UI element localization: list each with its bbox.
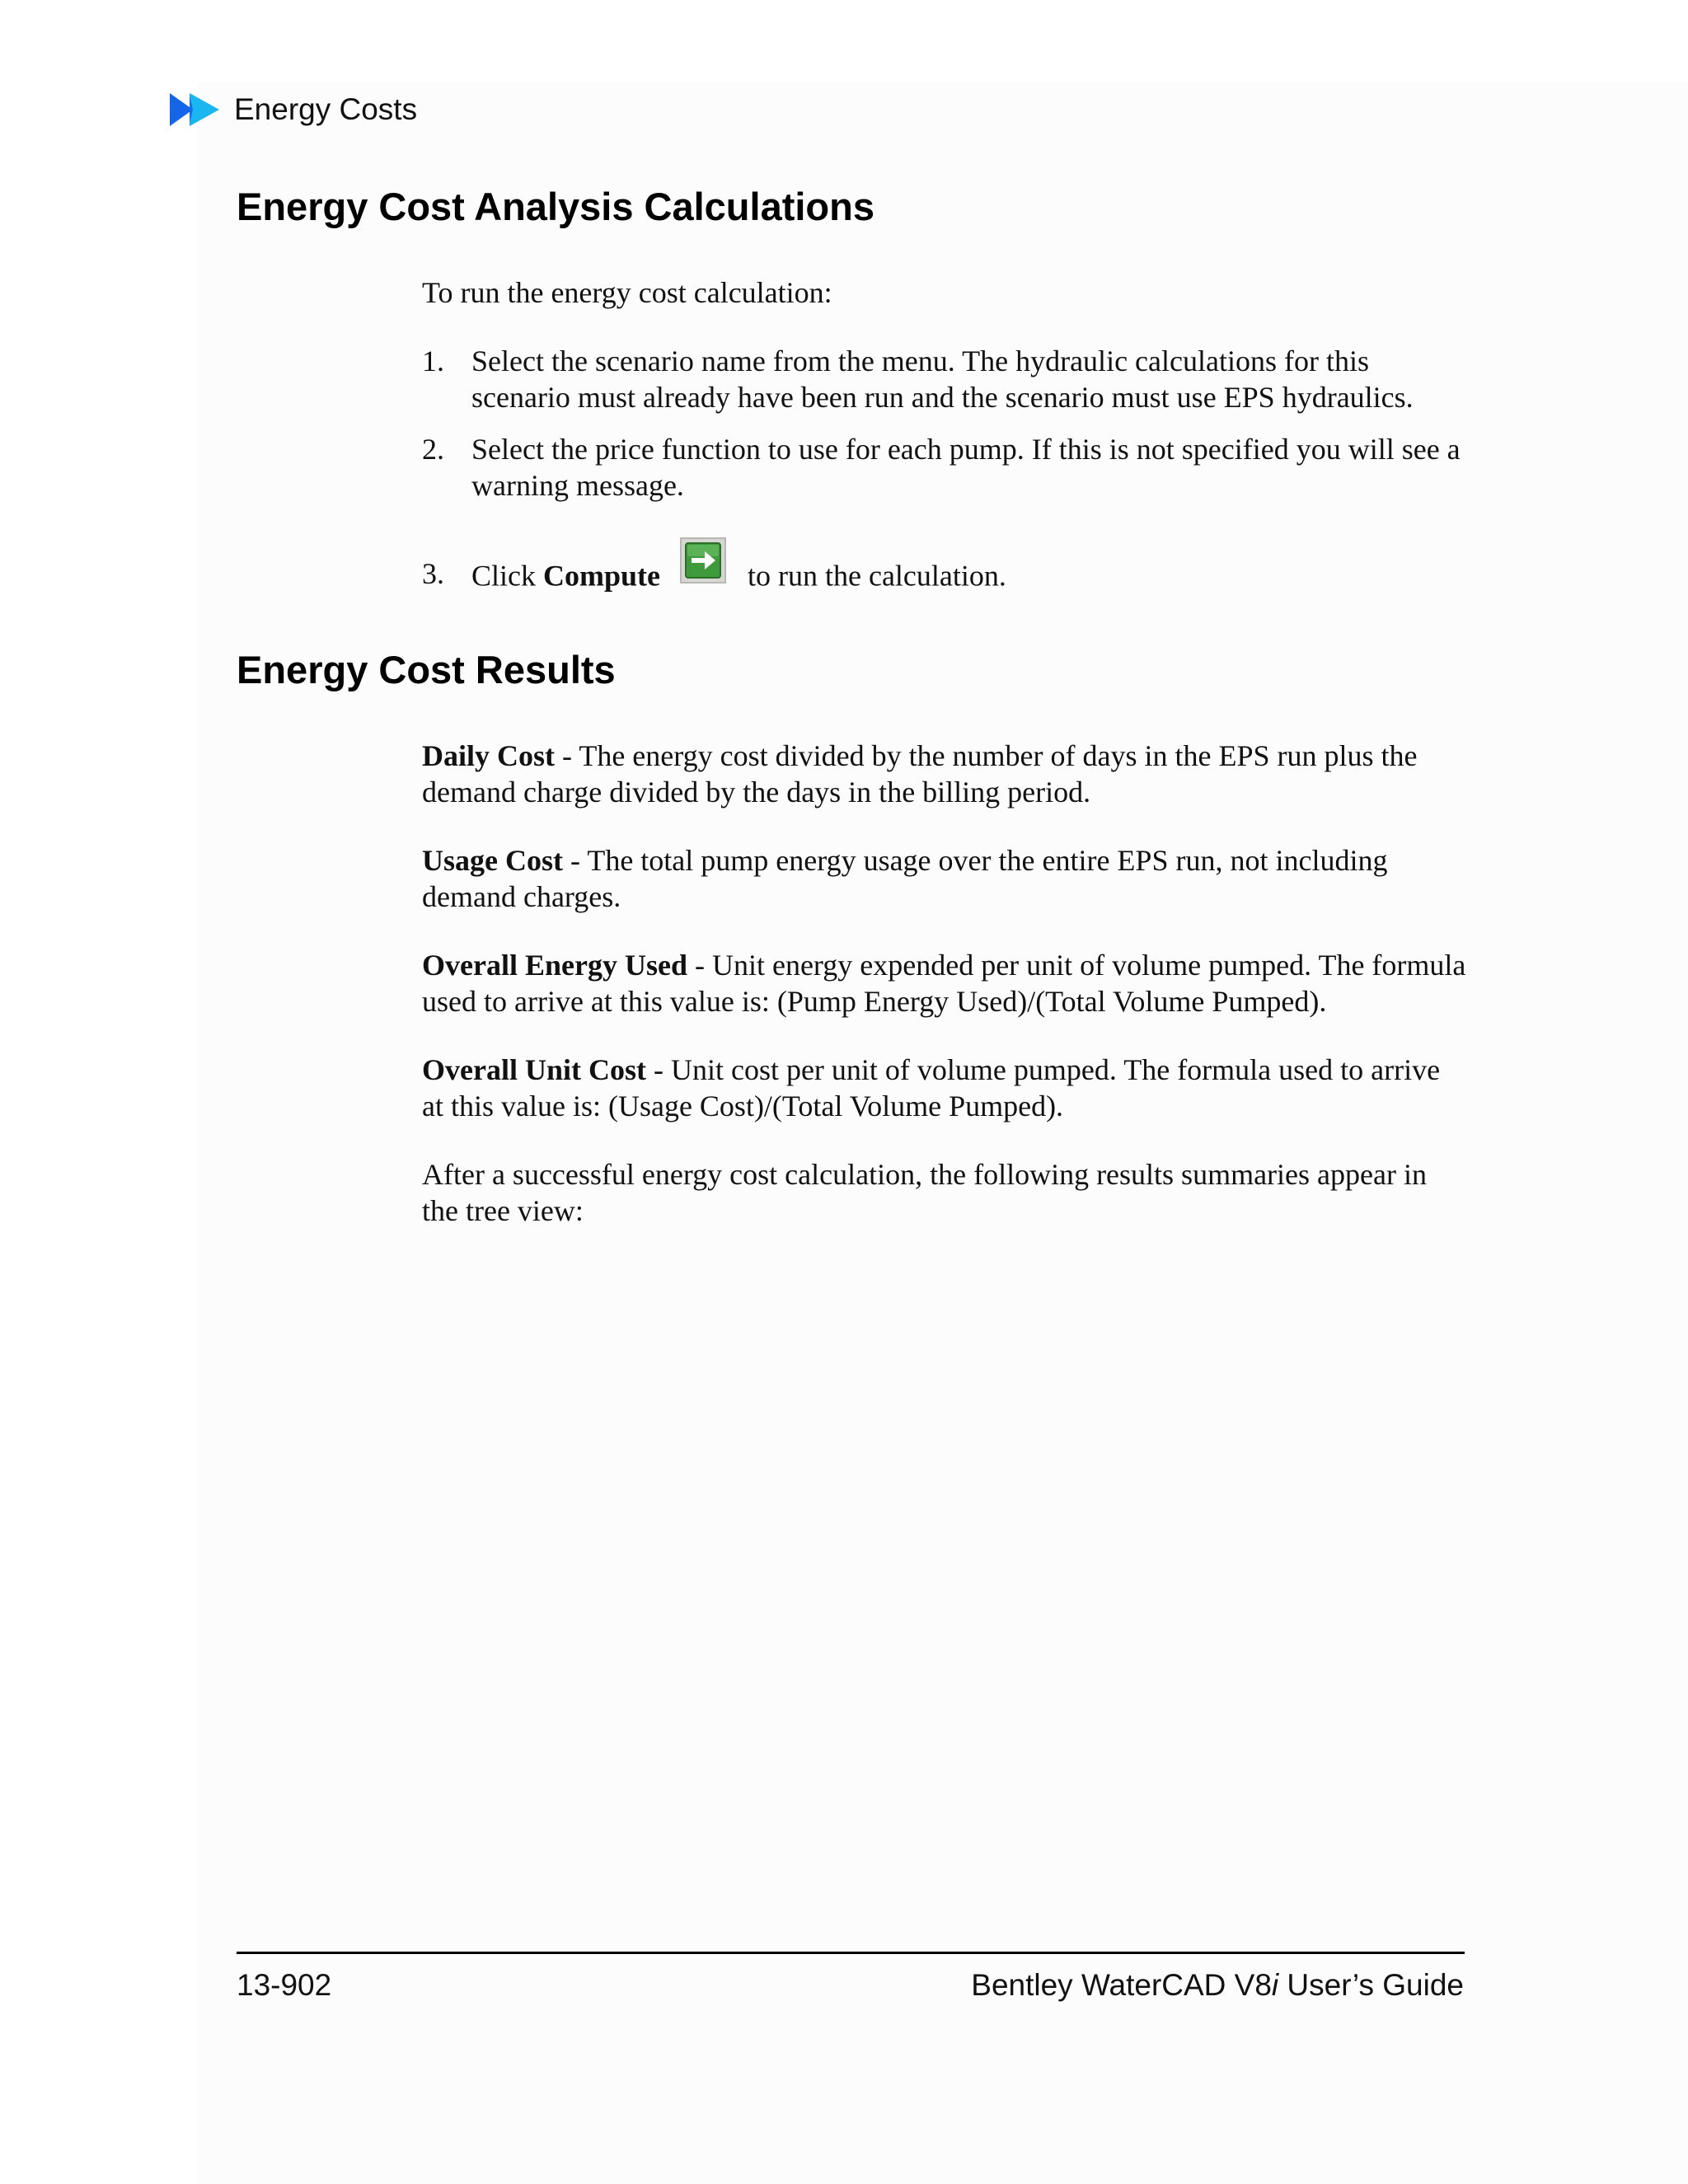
running-header (168, 87, 417, 132)
step-1 (422, 343, 1469, 415)
step-3-suffix: to run the calculation. (748, 559, 1006, 593)
step-3 (422, 555, 1469, 602)
step-number: 3. (422, 557, 444, 590)
term: Overall Unit Cost (422, 1053, 646, 1086)
heading-results: Energy Cost Results (237, 648, 616, 691)
definition: - The total pump energy usage over the entire EPS run, not including demand charges. (422, 844, 1388, 913)
compute-arrow-icon (680, 537, 726, 583)
step-number: 2. (422, 433, 444, 466)
term: Daily Cost (422, 739, 555, 772)
double-chevron-right-icon (168, 91, 221, 128)
guide-title (971, 1968, 1464, 2003)
page-number: 13-902 (237, 1968, 332, 2002)
guide-title-suffix: User’s Guide (1278, 1968, 1464, 2002)
definition: - The energy cost divided by the number of days in the EPS run plus the demand charge divided by the days in the billing period. (422, 739, 1418, 808)
compute-label: Compute (543, 559, 660, 593)
footer-rule (237, 1952, 1465, 1954)
step-2 (422, 431, 1469, 504)
definition-overall-unit-cost (422, 1052, 1469, 1124)
guide-title-prefix: Bentley WaterCAD V8 (971, 1968, 1272, 2002)
section-label: Energy Costs (234, 92, 418, 126)
definition-overall-energy-used (422, 947, 1469, 1019)
step-3-prefix: Click (471, 559, 543, 593)
term: Overall Energy Used (422, 949, 687, 982)
definition: - Unit energy expended per unit of volume pumped. The formula used to arrive at this value is: (Pump Energy Used)/(Total Volume Pumped). (422, 949, 1466, 1018)
definition-daily-cost (422, 738, 1469, 810)
step-number: 1. (422, 344, 444, 377)
heading-calculations: Energy Cost Analysis Calculations (237, 185, 874, 228)
term: Usage Cost (422, 844, 563, 877)
step-text: Select the scenario name from the menu. The hydraulic calculations for this scenario must already have been run and the scenario must use EPS hydraulics. (471, 344, 1414, 414)
closing-text: After a successful energy cost calculation, the following results summaries appear in the tree view: (422, 1158, 1427, 1227)
definition-usage-cost (422, 842, 1469, 915)
definition: - Unit cost per unit of volume pumped. The formula used to arrive at this value is: (Usage Cost)/(Total Volume Pumped). (422, 1053, 1441, 1122)
step-text: Select the price function to use for each pump. If this is not specified you will see a warning message. (471, 433, 1461, 502)
guide-title-italic: i (1271, 1968, 1279, 2002)
step-text (471, 555, 1469, 602)
intro-text: To run the energy cost calculation: (422, 276, 832, 309)
